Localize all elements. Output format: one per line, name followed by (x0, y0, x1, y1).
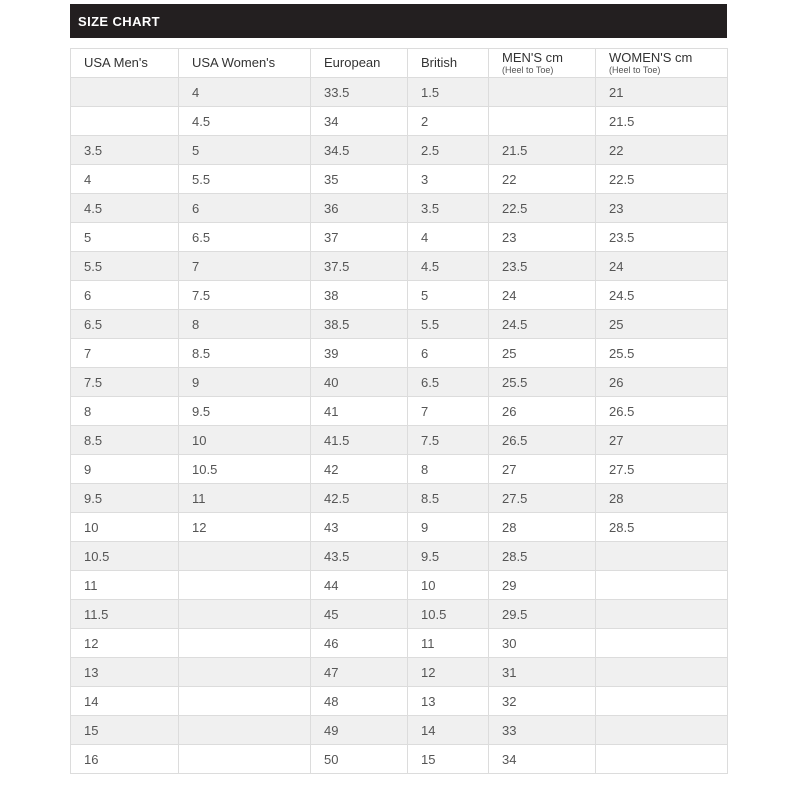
table-cell (596, 542, 728, 571)
table-cell: 4 (71, 165, 179, 194)
table-cell: 31 (489, 658, 596, 687)
size-chart-section (70, 4, 727, 774)
table-cell: 34 (311, 107, 408, 136)
column-header-sublabel: (Heel to Toe) (502, 65, 554, 75)
table-cell: 38 (311, 281, 408, 310)
table-row (71, 687, 728, 716)
table-cell: 1.5 (408, 78, 489, 107)
table-cell: 26 (489, 397, 596, 426)
size-chart-title: SIZE CHART (78, 13, 160, 29)
table-cell: 45 (311, 600, 408, 629)
table-cell: 37.5 (311, 252, 408, 281)
table-cell: 28.5 (596, 513, 728, 542)
table-row (71, 339, 728, 368)
table-row (71, 252, 728, 281)
table-cell: 44 (311, 571, 408, 600)
table-cell: 6 (179, 194, 311, 223)
table-cell: 47 (311, 658, 408, 687)
table-cell (596, 745, 728, 774)
table-cell: 8 (408, 455, 489, 484)
table-cell: 25.5 (596, 339, 728, 368)
column-header-label: WOMEN'S cm (609, 50, 693, 65)
table-cell: 15 (71, 716, 179, 745)
table-cell: 9 (71, 455, 179, 484)
table-cell (596, 571, 728, 600)
table-cell: 33 (489, 716, 596, 745)
table-cell: 12 (71, 629, 179, 658)
size-chart-table (70, 48, 728, 774)
column-header (311, 49, 408, 78)
table-cell: 23 (489, 223, 596, 252)
table-cell: 12 (179, 513, 311, 542)
size-chart-table-holder (70, 48, 727, 774)
table-cell: 10.5 (179, 455, 311, 484)
table-cell: 46 (311, 629, 408, 658)
column-header (179, 49, 311, 78)
table-cell: 22 (489, 165, 596, 194)
table-cell: 4.5 (179, 107, 311, 136)
table-cell: 9.5 (408, 542, 489, 571)
table-cell: 10 (71, 513, 179, 542)
table-cell: 28 (489, 513, 596, 542)
table-cell: 5 (408, 281, 489, 310)
table-cell: 7.5 (179, 281, 311, 310)
table-cell: 14 (71, 687, 179, 716)
table-row (71, 600, 728, 629)
table-cell: 7.5 (71, 368, 179, 397)
table-cell (71, 78, 179, 107)
table-cell: 22.5 (596, 165, 728, 194)
table-cell: 13 (408, 687, 489, 716)
table-cell: 23.5 (489, 252, 596, 281)
column-header (596, 49, 728, 78)
table-cell: 6.5 (71, 310, 179, 339)
table-cell: 9.5 (71, 484, 179, 513)
table-cell: 8.5 (71, 426, 179, 455)
table-row (71, 397, 728, 426)
column-header-label: MEN'S cm (502, 50, 563, 65)
table-cell: 37 (311, 223, 408, 252)
table-cell: 30 (489, 629, 596, 658)
table-cell: 26.5 (596, 397, 728, 426)
table-cell: 27 (596, 426, 728, 455)
table-cell: 27.5 (489, 484, 596, 513)
table-cell: 34 (489, 745, 596, 774)
table-cell: 11 (408, 629, 489, 658)
table-cell: 11.5 (71, 600, 179, 629)
table-cell: 6 (408, 339, 489, 368)
table-cell: 3 (408, 165, 489, 194)
table-cell: 29.5 (489, 600, 596, 629)
table-cell (596, 629, 728, 658)
table-row (71, 107, 728, 136)
size-chart-title-bar (70, 4, 727, 38)
table-cell (596, 716, 728, 745)
table-row (71, 571, 728, 600)
table-cell (596, 658, 728, 687)
table-cell: 24 (489, 281, 596, 310)
table-cell: 9 (408, 513, 489, 542)
table-cell: 36 (311, 194, 408, 223)
table-row (71, 484, 728, 513)
column-header (408, 49, 489, 78)
table-cell: 41.5 (311, 426, 408, 455)
table-cell: 4.5 (71, 194, 179, 223)
table-cell: 49 (311, 716, 408, 745)
table-cell: 43.5 (311, 542, 408, 571)
table-cell: 9 (179, 368, 311, 397)
table-cell: 43 (311, 513, 408, 542)
table-cell (179, 687, 311, 716)
table-cell: 16 (71, 745, 179, 774)
table-cell: 10.5 (71, 542, 179, 571)
table-cell: 2 (408, 107, 489, 136)
table-cell: 25 (489, 339, 596, 368)
table-cell: 25.5 (489, 368, 596, 397)
table-cell: 42.5 (311, 484, 408, 513)
table-cell: 8.5 (408, 484, 489, 513)
table-cell: 21.5 (596, 107, 728, 136)
table-row (71, 281, 728, 310)
table-cell: 7.5 (408, 426, 489, 455)
table-cell (179, 629, 311, 658)
table-row (71, 455, 728, 484)
table-cell: 5.5 (179, 165, 311, 194)
table-cell: 29 (489, 571, 596, 600)
table-cell: 2.5 (408, 136, 489, 165)
table-cell: 24.5 (489, 310, 596, 339)
table-cell: 6 (71, 281, 179, 310)
column-header-label: USA Men's (84, 55, 148, 70)
table-header (71, 49, 728, 78)
column-header (489, 49, 596, 78)
table-cell (71, 107, 179, 136)
table-cell: 28 (596, 484, 728, 513)
table-cell: 7 (71, 339, 179, 368)
table-row (71, 658, 728, 687)
table-row (71, 78, 728, 107)
table-cell: 11 (71, 571, 179, 600)
table-cell: 12 (408, 658, 489, 687)
table-cell: 27 (489, 455, 596, 484)
table-cell: 15 (408, 745, 489, 774)
table-cell: 11 (179, 484, 311, 513)
table-cell: 21 (596, 78, 728, 107)
table-cell: 4.5 (408, 252, 489, 281)
table-row (71, 165, 728, 194)
table-cell: 5 (179, 136, 311, 165)
table-body (71, 78, 728, 774)
table-cell: 24 (596, 252, 728, 281)
table-cell: 7 (179, 252, 311, 281)
table-cell: 24.5 (596, 281, 728, 310)
table-cell: 35 (311, 165, 408, 194)
table-cell: 10 (408, 571, 489, 600)
table-cell (489, 78, 596, 107)
table-row (71, 426, 728, 455)
table-row (71, 629, 728, 658)
table-cell: 4 (179, 78, 311, 107)
column-header-sublabel: (Heel to Toe) (609, 65, 661, 75)
column-header-label: USA Women's (192, 55, 276, 70)
table-row (71, 513, 728, 542)
table-cell: 28.5 (489, 542, 596, 571)
table-cell: 7 (408, 397, 489, 426)
table-cell: 10 (179, 426, 311, 455)
table-row (71, 368, 728, 397)
table-cell: 8 (179, 310, 311, 339)
table-row (71, 542, 728, 571)
table-cell: 27.5 (596, 455, 728, 484)
table-cell: 6.5 (408, 368, 489, 397)
table-cell (596, 687, 728, 716)
table-cell: 25 (596, 310, 728, 339)
table-cell: 38.5 (311, 310, 408, 339)
table-cell: 39 (311, 339, 408, 368)
table-cell: 22 (596, 136, 728, 165)
table-cell (489, 107, 596, 136)
table-cell: 8 (71, 397, 179, 426)
column-header-label: European (324, 55, 381, 70)
table-cell (179, 716, 311, 745)
table-header-row (71, 49, 728, 78)
table-cell: 50 (311, 745, 408, 774)
table-cell: 4 (408, 223, 489, 252)
table-cell: 23.5 (596, 223, 728, 252)
column-header-label: British (421, 55, 458, 70)
table-cell: 41 (311, 397, 408, 426)
table-cell (179, 600, 311, 629)
table-cell: 3.5 (71, 136, 179, 165)
table-cell: 6.5 (179, 223, 311, 252)
table-cell (596, 600, 728, 629)
table-cell: 26 (596, 368, 728, 397)
table-cell: 8.5 (179, 339, 311, 368)
table-cell: 13 (71, 658, 179, 687)
table-cell: 33.5 (311, 78, 408, 107)
table-cell (179, 542, 311, 571)
table-row (71, 745, 728, 774)
table-row (71, 716, 728, 745)
column-header (71, 49, 179, 78)
table-cell: 10.5 (408, 600, 489, 629)
table-cell: 21.5 (489, 136, 596, 165)
table-cell (179, 658, 311, 687)
table-cell: 5.5 (408, 310, 489, 339)
table-cell: 14 (408, 716, 489, 745)
table-cell: 5.5 (71, 252, 179, 281)
table-cell: 42 (311, 455, 408, 484)
table-row (71, 223, 728, 252)
table-cell: 9.5 (179, 397, 311, 426)
table-row (71, 136, 728, 165)
table-cell (179, 571, 311, 600)
table-row (71, 310, 728, 339)
table-cell: 48 (311, 687, 408, 716)
table-cell: 23 (596, 194, 728, 223)
table-cell (179, 745, 311, 774)
table-cell: 5 (71, 223, 179, 252)
table-cell: 34.5 (311, 136, 408, 165)
table-cell: 22.5 (489, 194, 596, 223)
table-cell: 40 (311, 368, 408, 397)
table-row (71, 194, 728, 223)
table-cell: 32 (489, 687, 596, 716)
table-cell: 26.5 (489, 426, 596, 455)
table-cell: 3.5 (408, 194, 489, 223)
